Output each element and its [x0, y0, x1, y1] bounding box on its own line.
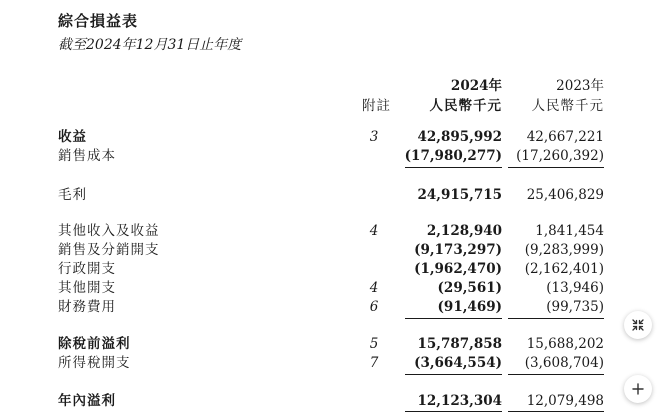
collapse-button[interactable] [624, 311, 652, 339]
collapse-arrows-icon [631, 318, 645, 332]
header-2023-unit: 人民幣千元 [531, 98, 604, 114]
row-other-expenses [0, 279, 660, 297]
statement-title: 綜合損益表 [58, 12, 139, 30]
row-value-2024: (29,561) [437, 280, 502, 296]
row-label: 行政開支 [58, 261, 116, 277]
row-gross-profit [0, 186, 660, 204]
row-note: 5 [369, 336, 379, 352]
row-value-2024: 12,123,304 [417, 393, 502, 409]
row-label: 毛利 [58, 187, 87, 203]
row-value-2024: (9,173,297) [414, 242, 502, 258]
header-note: 附註 [362, 98, 391, 114]
row-value-2024: (91,469) [437, 299, 502, 315]
row-label: 收益 [58, 129, 87, 145]
header-2024-unit: 人民幣千元 [429, 98, 502, 114]
statement-period: 截至2024年12月31日止年度 [58, 37, 242, 53]
header-2024-year: 2024年 [450, 78, 502, 94]
row-label: 銷售及分銷開支 [58, 242, 160, 258]
row-other-income [0, 222, 660, 240]
row-value-2024: 24,915,715 [417, 187, 502, 203]
row-value-2023: (17,260,392) [516, 148, 604, 164]
row-value-2024: 2,128,940 [426, 223, 502, 239]
row-value-2024: 15,787,858 [417, 336, 502, 352]
subtotal-rule-2023 [508, 318, 604, 319]
row-value-2023: (3,608,704) [524, 355, 604, 371]
row-value-2023: (2,162,401) [524, 261, 604, 277]
row-finance-costs [0, 298, 660, 316]
row-value-2023: 12,079,498 [526, 393, 604, 409]
row-value-2024: (3,664,554) [414, 355, 502, 371]
total-rule-2023 [508, 411, 604, 412]
row-value-2023: 42,667,221 [526, 129, 604, 145]
row-profit-for-year [0, 392, 660, 410]
row-label: 財務費用 [58, 299, 116, 315]
add-button[interactable] [624, 375, 652, 403]
row-value-2023: 25,406,829 [526, 187, 604, 203]
row-value-2024: (1,962,470) [414, 261, 502, 277]
total-rule-2024 [405, 411, 502, 412]
subtotal-rule-2023 [508, 167, 604, 168]
row-label: 銷售成本 [58, 148, 116, 164]
row-value-2023: (99,735) [546, 299, 604, 315]
subtotal-rule-2024 [405, 318, 502, 319]
row-label: 其他開支 [58, 280, 116, 296]
row-selling-expenses [0, 241, 660, 259]
row-note: 4 [369, 223, 379, 239]
row-value-2024: (17,980,277) [404, 148, 502, 164]
row-label: 除稅前溢利 [58, 336, 131, 352]
row-label: 所得稅開支 [58, 355, 131, 371]
subtotal-rule-2024 [405, 374, 502, 375]
plus-icon [631, 382, 645, 396]
row-value-2023: (13,946) [546, 280, 604, 296]
row-label: 其他收入及收益 [58, 223, 160, 239]
row-admin-expenses [0, 260, 660, 278]
row-income-tax [0, 354, 660, 372]
subtotal-rule-2023 [508, 374, 604, 375]
row-cost-of-sales [0, 147, 660, 165]
row-profit-before-tax [0, 335, 660, 353]
row-value-2024: 42,895,992 [417, 129, 502, 145]
row-note: 4 [369, 280, 379, 296]
subtotal-rule-2024 [405, 167, 502, 168]
row-value-2023: 1,841,454 [535, 223, 604, 239]
row-value-2023: (9,283,999) [524, 242, 604, 258]
row-label: 年內溢利 [58, 393, 116, 409]
row-value-2023: 15,688,202 [526, 336, 604, 352]
header-2023-year: 2023年 [556, 78, 604, 94]
row-revenue [0, 128, 660, 146]
row-note: 6 [369, 299, 379, 315]
row-note: 7 [369, 355, 379, 371]
row-note: 3 [369, 129, 379, 145]
